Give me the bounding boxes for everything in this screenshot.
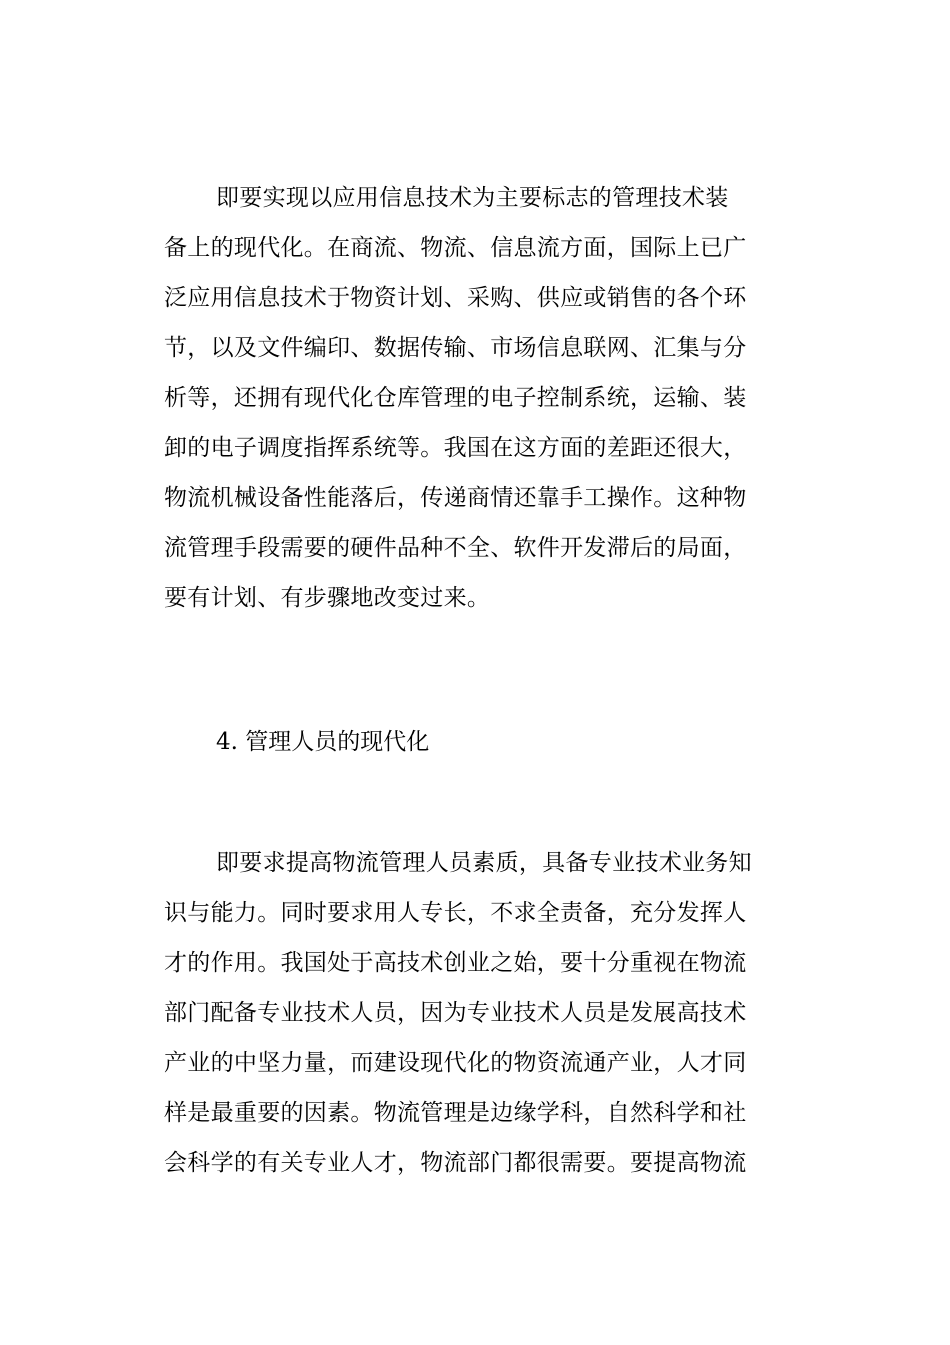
paragraph-line: 泛应用信息技术于物资计划、采购、供应或销售的各个环 <box>164 285 747 311</box>
paragraph-line: 析等，还拥有现代化仓库管理的电子控制系统，运输、装 <box>164 385 747 411</box>
paragraph-line: 物流机械设备性能落后，传递商情还靠手工操作。这种物 <box>164 485 747 511</box>
paragraph-line: 即要实现以应用信息技术为主要标志的管理技术装 <box>216 185 729 211</box>
paragraph-line: 即要求提高物流管理人员素质，具备专业技术业务知 <box>216 850 752 876</box>
section-heading: 4. 管理人员的现代化 <box>216 729 430 755</box>
paragraph-line: 流管理手段需要的硬件品种不全、软件开发滞后的局面， <box>164 535 747 561</box>
paragraph-line: 才的作用。我国处于高技术创业之始，要十分重视在物流 <box>164 950 747 976</box>
paragraph-line: 节，以及文件编印、数据传输、市场信息联网、汇集与分 <box>164 335 747 361</box>
paragraph-line: 部门配备专业技术人员，因为专业技术人员是发展高技术 <box>164 1000 747 1026</box>
paragraph-line: 卸的电子调度指挥系统等。我国在这方面的差距还很大， <box>164 435 747 461</box>
paragraph-line: 样是最重要的因素。物流管理是边缘学科，自然科学和社 <box>164 1100 747 1126</box>
paragraph-line: 产业的中坚力量，而建设现代化的物资流通产业，人才同 <box>164 1050 747 1076</box>
paragraph-line: 识与能力。同时要求用人专长，不求全责备，充分发挥人 <box>164 900 747 926</box>
paragraph-line: 备上的现代化。在商流、物流、信息流方面，国际上已广 <box>164 235 747 261</box>
paragraph-line: 会科学的有关专业人才，物流部门都很需要。要提高物流 <box>164 1150 747 1176</box>
paragraph-line: 要有计划、有步骤地改变过来。 <box>164 585 491 611</box>
